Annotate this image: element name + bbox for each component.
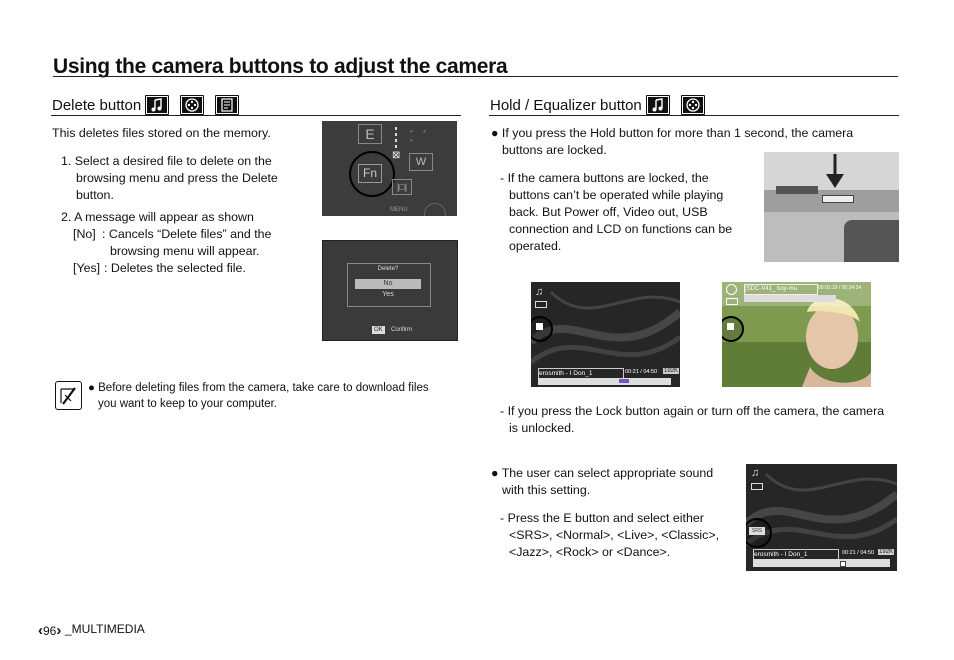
- music-mode-icon: ♫: [751, 467, 760, 479]
- indicator-dots: • • •: [410, 127, 430, 145]
- hold-equalizer-heading: Hold / Equalizer button: [490, 97, 642, 114]
- eq-badge: SRS: [749, 527, 765, 535]
- music1-progress: [619, 379, 629, 383]
- left-heading-rule: [51, 115, 461, 116]
- page-title: Using the camera buttons to adjust the camera: [53, 55, 508, 78]
- right-heading-rule: [489, 115, 899, 116]
- music-note-icon: [145, 95, 169, 115]
- unlock-line2: is unlocked.: [509, 421, 575, 435]
- step1-line1: 1. Select a desired file to delete on the: [61, 154, 272, 168]
- music2-time: 00:21 / 04:50: [842, 550, 875, 556]
- music1-time: 00:21 / 04:50: [625, 369, 658, 375]
- yes-desc: : Deletes the selected file.: [104, 261, 246, 275]
- battery-icon: [726, 298, 738, 305]
- movie-reel-icon: [681, 95, 705, 115]
- hold-bullet-line1: ● If you press the Hold button for more than 1 second, the camera: [491, 126, 854, 140]
- no-desc-line2: browsing menu will appear.: [110, 244, 260, 258]
- dial-button: [424, 203, 446, 216]
- text-memo-icon: [215, 95, 239, 115]
- e-button-line3: <Jazz>, <Rock> or <Dance>.: [509, 545, 671, 559]
- unlock-line1: - If you press the Lock button again or turn off the camera, the camera: [500, 404, 885, 418]
- footer-page-number: ‹96›: [38, 622, 62, 639]
- yes-label: [Yes]: [73, 261, 101, 275]
- sound-bullet-line1: ● The user can select appropriate sound: [491, 466, 714, 480]
- music-hold-screen: [531, 282, 680, 387]
- playback-icon: |□|: [392, 179, 412, 195]
- footer-section: _MULTIMEDIA: [65, 622, 145, 636]
- camera-buttons-photo: [322, 121, 457, 216]
- memo-note-icon: [55, 381, 82, 410]
- dotted-divider: [395, 127, 397, 149]
- camera-top-photo: [764, 152, 899, 262]
- delete-button-heading: Delete button: [52, 97, 142, 114]
- movie-mode-icon: [726, 284, 737, 295]
- hold-bullet-line2: buttons are locked.: [502, 143, 607, 157]
- video-time: 00:02:19 / 00:24:34: [818, 285, 862, 291]
- music2-controls: [753, 559, 890, 567]
- locked-line1: - If the camera buttons are locked, the: [500, 171, 709, 185]
- page-number: 96: [43, 624, 57, 638]
- music2-progress: [840, 561, 846, 567]
- delete-mark-icon: ⊠: [392, 150, 401, 161]
- music1-rate: 192K: [664, 368, 679, 374]
- movie-reel-icon: [180, 95, 204, 115]
- music-note-icon: [646, 95, 670, 115]
- locked-line3: back. But Power off, Video out, USB: [509, 205, 708, 219]
- music1-controls: [538, 378, 671, 385]
- fn-button: Fn: [358, 164, 382, 183]
- music2-rate: 192K: [879, 549, 894, 555]
- dialog-option-yes[interactable]: Yes: [382, 291, 394, 298]
- locked-line5: operated.: [509, 239, 562, 253]
- movie-hold-screen: [722, 282, 871, 387]
- intro-text: This deletes files stored on the memory.: [52, 126, 271, 140]
- video-title: [SDC-V41_ boy-mu: [744, 284, 818, 295]
- w-button: W: [409, 153, 433, 171]
- music-mode-icon: ♫: [535, 286, 544, 298]
- step2-line1: 2. A message will appear as shown: [61, 210, 254, 224]
- confirm-label: Confirm: [391, 327, 413, 333]
- e-button-line1: - Press the E button and select either: [500, 511, 704, 525]
- dialog-option-no[interactable]: No: [355, 279, 421, 289]
- dialog-title: Delete?: [377, 266, 399, 272]
- lock-icon: [536, 323, 543, 330]
- note-line2: you want to keep to your computer.: [98, 398, 277, 410]
- e-button: E: [358, 124, 382, 144]
- music2-track: erosmith - I Don_1: [753, 549, 839, 560]
- video-controls: [744, 295, 836, 302]
- battery-icon: [535, 301, 547, 308]
- lock-icon: [727, 323, 734, 330]
- note-line1: ● Before deleting files from the camera, take care to download files: [88, 382, 429, 394]
- ok-key: OK: [374, 327, 383, 333]
- step1-line2: browsing menu and press the Delete: [76, 171, 278, 185]
- step1-line3: button.: [76, 188, 114, 202]
- menu-label: MENU: [390, 207, 408, 213]
- music-equalizer-screen: [746, 464, 897, 571]
- battery-icon: [751, 483, 763, 490]
- delete-dialog-screen: [322, 240, 458, 341]
- locked-line2: buttons can’t be operated while playing: [509, 188, 724, 202]
- sound-bullet-line2: with this setting.: [502, 483, 591, 497]
- no-label: [No]: [73, 227, 96, 241]
- e-button-line2: <SRS>, <Normal>, <Live>, <Classic>,: [509, 528, 720, 542]
- music1-track: erosmith - I Don_1: [538, 368, 624, 379]
- locked-line4: connection and LCD on functions can be: [509, 222, 733, 236]
- title-rule: [53, 76, 898, 77]
- no-desc-line1: : Cancels “Delete files” and the: [102, 227, 272, 241]
